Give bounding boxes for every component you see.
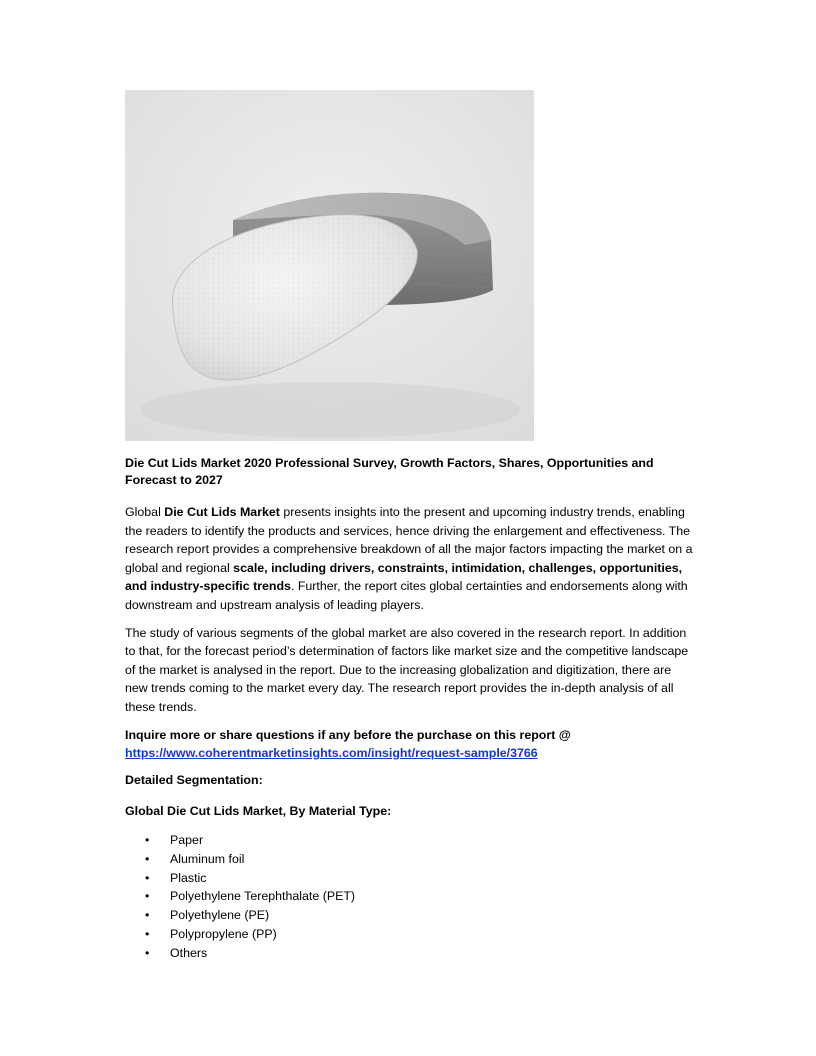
list-item — [145, 906, 695, 925]
material-label: Polyethylene (PE) — [170, 908, 270, 923]
article — [125, 455, 695, 962]
list-item — [145, 831, 695, 850]
intro-text-2: presents insights into the present and upcoming industry trends, enabling the readers to identify the products and services, hence driving the enlargement and effectiveness. The research report provides a comprehensive breakdown of all the major factors impacting the market on a global and regional — [125, 505, 693, 575]
inquire-text: Inquire more or share questions if any before the purchase on this report @ — [125, 727, 571, 742]
intro-bold-trends: scale, including drivers, constraints, intimidation, challenges, opportunities, and industry-specific trends — [125, 560, 683, 594]
article-title: Die Cut Lids Market 2020 Professional Survey, Growth Factors, Shares, Opportunities and Forecast to 2027 — [125, 456, 654, 487]
bullet-icon: • — [145, 851, 150, 866]
intro-text-1: Global — [125, 505, 165, 519]
intro-text-3: . Further, the report cites global certainties and endorsements along with downstream and upstream analysis of leading players. — [125, 579, 688, 612]
material-label: Polypropylene (PP) — [170, 926, 277, 941]
request-sample-link[interactable]: https://www.coherentmarketinsights.com/insight/request-sample/3766 — [125, 746, 538, 761]
material-label: Paper — [170, 832, 204, 847]
material-list — [125, 831, 695, 963]
material-label: Others — [170, 945, 208, 960]
product-photo — [125, 90, 534, 441]
material-heading: Global Die Cut Lids Market, By Material Type: — [125, 804, 392, 819]
bullet-icon: • — [145, 889, 150, 904]
list-item — [145, 944, 695, 963]
material-label: Polyethylene Terephthalate (PET) — [170, 889, 356, 904]
inquire-block — [125, 726, 695, 763]
list-item — [145, 925, 695, 944]
bullet-icon: • — [145, 926, 150, 941]
segments-paragraph: The study of various segments of the global market are also covered in the research report. In addition to that, for the forecast period’s determination of factors like market size and the competitive landscape of the market is analysed in the report. Due to the increasing globalization and digitization, there are new trends coming to the market every day. The research report provides the in-depth analysis of all these trends. — [125, 625, 689, 714]
bullet-icon: • — [145, 832, 150, 847]
bullet-icon: • — [145, 945, 150, 960]
segmentation-heading: Detailed Segmentation: — [125, 772, 263, 787]
intro-bold-market: Die Cut Lids Market — [164, 505, 280, 519]
intro-paragraph — [125, 503, 695, 615]
bullet-icon: • — [145, 870, 150, 885]
material-label: Aluminum foil — [170, 851, 245, 866]
list-item — [145, 850, 695, 869]
list-item — [145, 887, 695, 906]
material-label: Plastic — [170, 870, 207, 885]
list-item — [145, 869, 695, 888]
bullet-icon: • — [145, 908, 150, 923]
